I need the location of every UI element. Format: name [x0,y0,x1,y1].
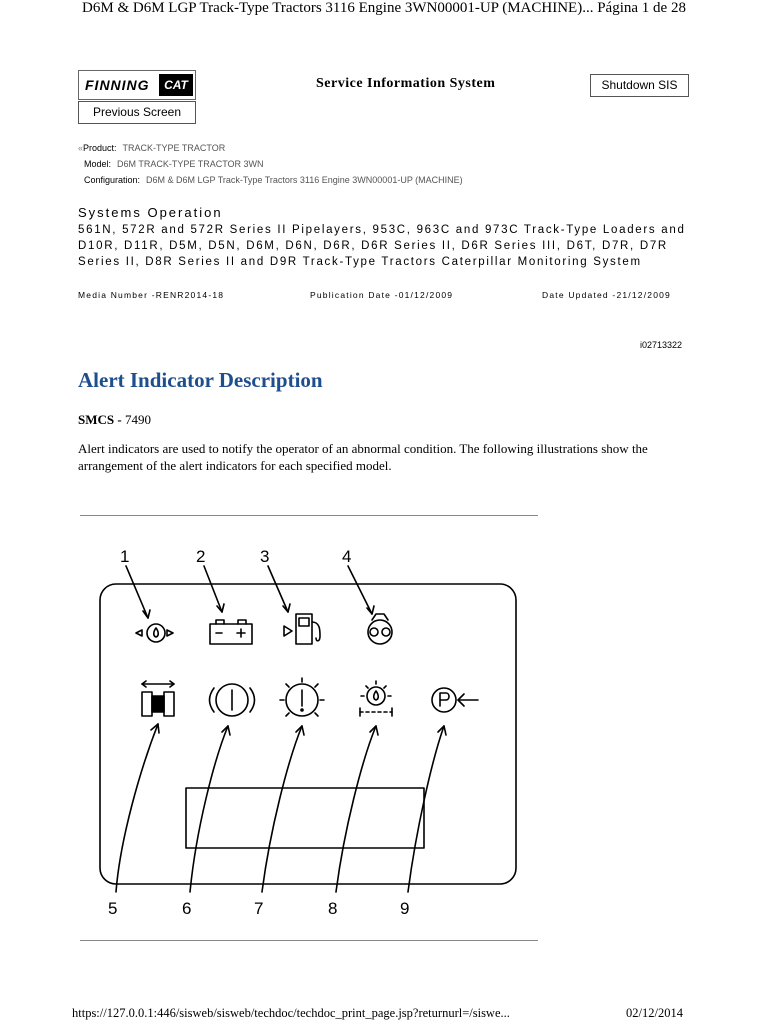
shutdown-sis-button[interactable]: Shutdown SIS [590,74,689,97]
configuration-label: Configuration: [84,175,141,185]
callout-1: 1 [120,547,130,566]
finning-cat-logo [78,70,196,100]
callout-4: 4 [342,547,352,566]
document-description: 561N, 572R and 572R Series II Pipelayers, 953C, 963C and 973C Track-Type Loaders and D10R, D11R, D5M, D5N, D6M, D6N, D6R, D6R Series II, D6R Series III, D6T, D7R, D7R Series II, D8R Series II and D9R Track-Type Tractors Caterpillar Monitoring System [78,224,686,268]
configuration-row [84,175,463,185]
date-updated: Date Updated -21/12/2009 [542,290,671,300]
document-id: i02713322 [640,340,683,350]
leader-6 [190,726,228,892]
section-title: Systems Operation [78,205,223,220]
leader-3 [268,566,288,612]
smcs-code [78,412,151,428]
page-heading: Alert Indicator Description [78,368,323,392]
callout-7: 7 [254,899,264,918]
leader-9 [408,726,444,892]
callout-6: 6 [182,899,192,918]
brake-icon [210,684,255,716]
body-paragraph: Alert indicators are used to notify the operator of an abnormal condition. The following illustrations show the arrangement of the alert indicators for each specified model. [78,441,648,473]
page-header-title: D6M & D6M LGP Track-Type Tractors 3116 Engine 3WN00001-UP (MACHINE)... Página 1 de 28 [82,0,686,16]
footer-date: 02/12/2014 [626,1006,683,1020]
model-row [84,159,264,169]
leader-5 [116,724,158,892]
smcs-label: SMCS - [78,412,122,427]
transmission-icon [142,681,174,716]
leader-1 [126,566,148,618]
product-label: Product: [83,143,117,153]
engine-oil-pressure-icon [136,624,173,642]
alert-indicator-illustration [80,540,540,930]
smcs-value: 7490 [124,412,151,427]
hydraulic-warning-icon [280,678,324,716]
system-title: Service Information System [316,76,496,91]
publication-date: Publication Date -01/12/2009 [310,290,454,300]
configuration-value: D6M & D6M LGP Track-Type Tractors 3116 Engine 3WN00001-UP (MACHINE) [146,175,463,185]
model-value: D6M TRACK-TYPE TRACTOR 3WN [117,159,264,169]
back-arrow-icon[interactable]: « [78,143,84,153]
display-window [186,788,424,848]
product-row [78,143,225,153]
leader-8 [336,726,376,892]
callout-3: 3 [260,547,270,566]
divider-top [80,515,538,516]
media-number: Media Number -RENR2014-18 [78,290,225,300]
indicator-panel [100,584,516,884]
logo-cat-badge: CAT [159,74,193,96]
footer-url: https://127.0.0.1:446/sisweb/sisweb/techdoc/techdoc_print_page.jsp?returnurl=/siswe... [72,1006,510,1020]
callout-2: 2 [196,547,206,566]
fuel-level-icon [284,614,320,644]
callout-8: 8 [328,899,338,918]
previous-screen-button[interactable]: Previous Screen [78,101,196,124]
oil-temperature-icon [360,681,392,716]
callout-5: 5 [108,899,118,918]
model-label: Model: [84,159,112,169]
parking-brake-icon [432,688,478,712]
leader-4 [348,566,372,614]
logo-finning-text: FINNING [85,77,150,93]
leader-2 [204,566,222,612]
battery-charging-icon [210,620,252,644]
leader-7 [262,726,302,892]
divider-bottom [80,940,538,941]
product-value: TRACK-TYPE TRACTOR [122,143,226,153]
callout-9: 9 [400,899,410,918]
engine-coolant-icon [368,614,392,644]
